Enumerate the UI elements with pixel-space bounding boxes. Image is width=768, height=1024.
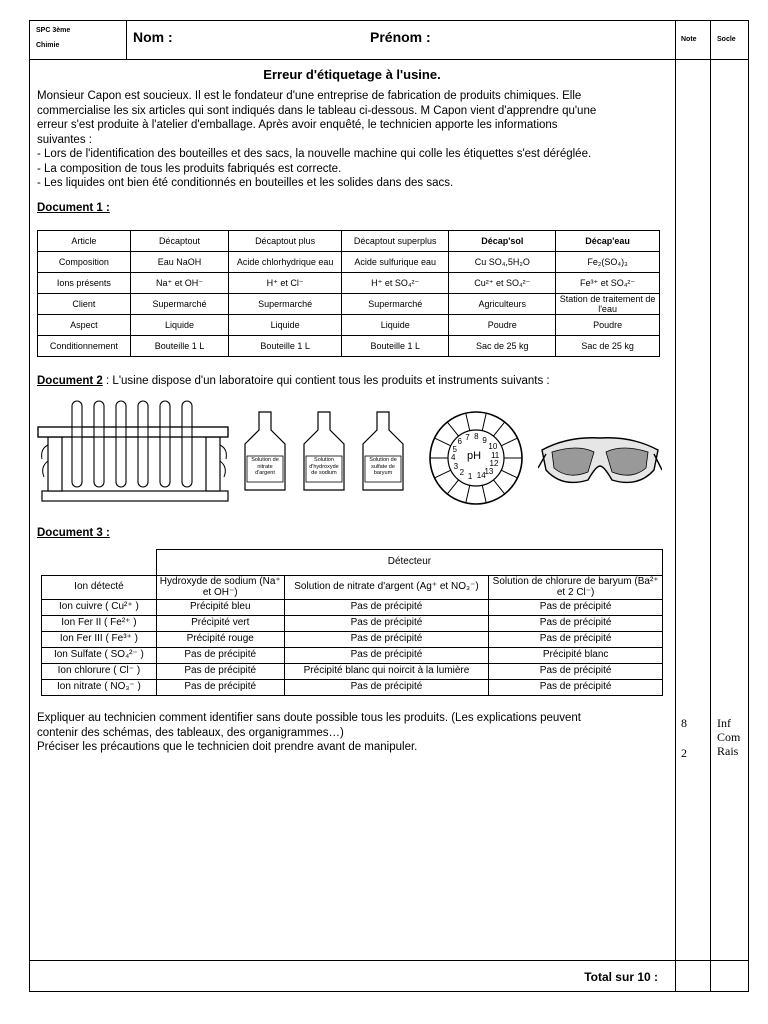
table-cell: Liquide: [229, 315, 342, 336]
flask-icon: [301, 410, 347, 492]
row-header-cell: Ion cuivre ( Cu²⁺ ): [42, 600, 157, 616]
table-cell: Pas de précipité: [156, 648, 284, 664]
table-cell: Pas de précipité: [489, 600, 663, 616]
page-title: Erreur d'étiquetage à l'usine.: [263, 67, 441, 82]
socle-com: Com: [717, 730, 741, 744]
note-col-divider: [675, 20, 676, 992]
question-line: Expliquer au technicien comment identifier sans doute possible tous les produits. (Les explications peuvent: [37, 712, 582, 724]
intro-line: erreur s'est produite à l'atelier d'emballage. Après avoir enquêté, le technicien apporte les informations: [37, 119, 558, 131]
table-cell: Précipité blanc qui noircit à la lumière: [284, 664, 489, 680]
socle-rais: Rais: [717, 744, 739, 758]
doc3-table: [41, 549, 663, 696]
table-cell: Cu SO₄,5H₂O: [449, 252, 556, 273]
ph-number: 14: [476, 471, 486, 481]
table-row: [42, 664, 663, 680]
table-header-row: [42, 576, 663, 600]
table-cell: Pas de précipité: [284, 632, 489, 648]
table-cell: Acide chlorhydrique eau: [229, 252, 342, 273]
class-label: SPC 3ème: [36, 27, 71, 34]
table-cell: Pas de précipité: [284, 680, 489, 696]
table-cell: Décaptout: [130, 231, 228, 252]
table-row: [38, 273, 660, 294]
table-row: [38, 252, 660, 273]
table-row: [42, 680, 663, 696]
table-cell: Pas de précipité: [284, 648, 489, 664]
table-row: [42, 616, 663, 632]
table-cell: Pas de précipité: [156, 664, 284, 680]
table-cell: Bouteille 1 L: [229, 336, 342, 357]
question-line: contenir des schémas, des tableaux, des organigrammes…): [37, 726, 344, 739]
intro-line: Monsieur Capon est soucieux. Il est le fondateur d'une entreprise de fabrication de produits chimiques. Elle: [37, 90, 582, 102]
table-cell: Pas de précipité: [284, 616, 489, 632]
table-row: [42, 600, 663, 616]
ph-number: 8: [474, 432, 479, 442]
row-header-cell: Ion nitrate ( NO₃⁻ ): [42, 680, 157, 696]
socle-col-divider: [710, 20, 711, 992]
doc2-label: Document 2: [37, 375, 103, 387]
subject-label: Chimie: [36, 42, 60, 49]
ph-number: 5: [452, 444, 457, 454]
table-cell: Pas de précipité: [489, 632, 663, 648]
flask-icon: [360, 410, 406, 492]
table-cell: Précipité blanc: [489, 648, 663, 664]
intro-line: - La composition de tous les produits fabriqués est correcte.: [37, 162, 342, 175]
row-header-cell: Composition: [38, 252, 131, 273]
table-cell: Bouteille 1 L: [342, 336, 449, 357]
row-header-cell: Article: [38, 231, 131, 252]
detector-header: Détecteur: [156, 550, 662, 576]
table-cell: Pas de précipité: [489, 680, 663, 696]
row-header-cell: Client: [38, 294, 131, 315]
empty-cell: [42, 550, 157, 576]
ph-number: 3: [453, 461, 459, 471]
table-cell: Supermarché: [342, 294, 449, 315]
table-cell: Pas de précipité: [489, 616, 663, 632]
table-row: [38, 294, 660, 315]
table-cell: Bouteille 1 L: [130, 336, 228, 357]
header-divider: [29, 59, 749, 60]
row-header-cell: Aspect: [38, 315, 131, 336]
column-header: Solution de chlorure de baryum (Ba²⁺ et 2 Cl⁻): [489, 576, 663, 600]
table-cell: H⁺ et SO₄²⁻: [342, 273, 449, 294]
table-cell: Liquide: [130, 315, 228, 336]
table-cell: Eau NaOH: [130, 252, 228, 273]
doc1-table: [37, 230, 660, 357]
flask-icon: [242, 410, 288, 492]
table-cell: Précipité vert: [156, 616, 284, 632]
intro-line: - Les liquides ont bien été conditionnés en bouteilles et les solides dans des sacs.: [37, 177, 454, 189]
ph-number: 11: [490, 450, 500, 460]
table-cell: Poudre: [449, 315, 556, 336]
column-header: Ion détecté: [42, 576, 157, 600]
table-cell: Décap'sol: [449, 231, 556, 252]
ph-number: 1: [467, 471, 473, 481]
table-cell: Supermarché: [130, 294, 228, 315]
test-tube-rack-illustration: [36, 397, 232, 505]
intro-line: suivantes :: [37, 133, 92, 146]
note-header: Note: [681, 36, 697, 43]
table-cell: Station de traitement de l'eau: [556, 294, 660, 315]
ph-scale: [428, 410, 524, 506]
nom-field[interactable]: Nom :: [133, 29, 173, 45]
table-cell: Pas de précipité: [284, 600, 489, 616]
total-label: Total sur 10 :: [584, 970, 658, 984]
table-cell: Décaptout superplus: [342, 231, 449, 252]
bottle-label-barium-sulfate: Solution de sulfate de baryum: [369, 457, 397, 476]
table-cell: Fe³⁺ et SO₄²⁻: [556, 273, 660, 294]
column-header: Hydroxyde de sodium (Na⁺ et OH⁻): [156, 576, 284, 600]
table-cell: Poudre: [556, 315, 660, 336]
table-cell: Liquide: [342, 315, 449, 336]
table-cell: Supermarché: [229, 294, 342, 315]
table-cell: Pas de précipité: [489, 664, 663, 680]
bottle-label-silver-nitrate: Solution de nitrate d'argent: [251, 457, 279, 476]
question-line: Préciser les précautions que le technicien doit prendre avant de manipuler.: [37, 741, 418, 753]
table-cell: Agriculteurs: [449, 294, 556, 315]
header-col-divider: [126, 20, 127, 59]
prenom-field[interactable]: Prénom :: [370, 29, 431, 45]
note-value-1: 8: [681, 716, 687, 730]
ph-number: 7: [465, 432, 470, 442]
doc3-label: Document 3 :: [37, 527, 110, 539]
ph-number: 13: [484, 466, 494, 476]
doc2-text: : L'usine dispose d'un laboratoire qui contient tous les produits et instruments suivants :: [106, 375, 550, 387]
table-row: [38, 231, 660, 252]
table-row: [38, 336, 660, 357]
row-header-cell: Ion Fer III ( Fe³⁺ ): [42, 632, 157, 648]
ph-label: pH: [467, 450, 482, 462]
row-header-cell: Ion chlorure ( Cl⁻ ): [42, 664, 157, 680]
table-cell: Décap'eau: [556, 231, 660, 252]
table-cell: Précipité rouge: [156, 632, 284, 648]
socle-values: [717, 716, 740, 758]
ph-number: 10: [488, 442, 498, 452]
ph-number: 12: [489, 459, 499, 469]
table-cell: Fe₂(SO₄)₃: [556, 252, 660, 273]
safety-goggles-icon: [538, 430, 662, 492]
ph-number: 9: [482, 435, 487, 445]
intro-text: [37, 89, 673, 191]
table-cell: H⁺ et Cl⁻: [229, 273, 342, 294]
column-header: Solution de nitrate d'argent (Ag⁺ et NO₃⁻): [284, 576, 489, 600]
table-cell: Na⁺ et OH⁻: [130, 273, 228, 294]
socle-inf: Inf: [717, 716, 731, 730]
socle-header: Socle: [717, 36, 736, 43]
doc2-heading: [37, 374, 550, 389]
table-cell: Sac de 25 kg: [556, 336, 660, 357]
intro-line: commercialise les six articles qui sont indiqués dans le tableau ci-dessous. M Capon vient d'apprendre qu'une: [37, 104, 597, 117]
question-text: [37, 711, 673, 755]
bottle-label-sodium-hydroxide: Solution d'hydroxyde de sodium: [309, 457, 339, 476]
table-row: [42, 632, 663, 648]
doc1-label: Document 1 :: [37, 202, 110, 214]
table-row: [42, 648, 663, 664]
intro-line: - Lors de l'identification des bouteilles et des sacs, la nouvelle machine qui colle les étiquettes s'est déréglée.: [37, 148, 592, 160]
ph-number: 6: [457, 437, 462, 447]
table-cell: Décaptout plus: [229, 231, 342, 252]
note-value-2: 2: [681, 746, 687, 760]
ph-number: 4: [451, 453, 456, 463]
row-header-cell: Ions présents: [38, 273, 131, 294]
table-cell: Précipité bleu: [156, 600, 284, 616]
table-cell: Pas de précipité: [156, 680, 284, 696]
table-cell: Cu²⁺ et SO₄²⁻: [449, 273, 556, 294]
ph-number: 2: [459, 468, 465, 478]
row-header-cell: Ion Sulfate ( SO₄²⁻ ): [42, 648, 157, 664]
footer-divider: [29, 960, 749, 961]
table-cell: Acide sulfurique eau: [342, 252, 449, 273]
table-cell: Sac de 25 kg: [449, 336, 556, 357]
row-header-cell: Ion Fer II ( Fe²⁺ ): [42, 616, 157, 632]
row-header-cell: Conditionnement: [38, 336, 131, 357]
table-row: [38, 315, 660, 336]
